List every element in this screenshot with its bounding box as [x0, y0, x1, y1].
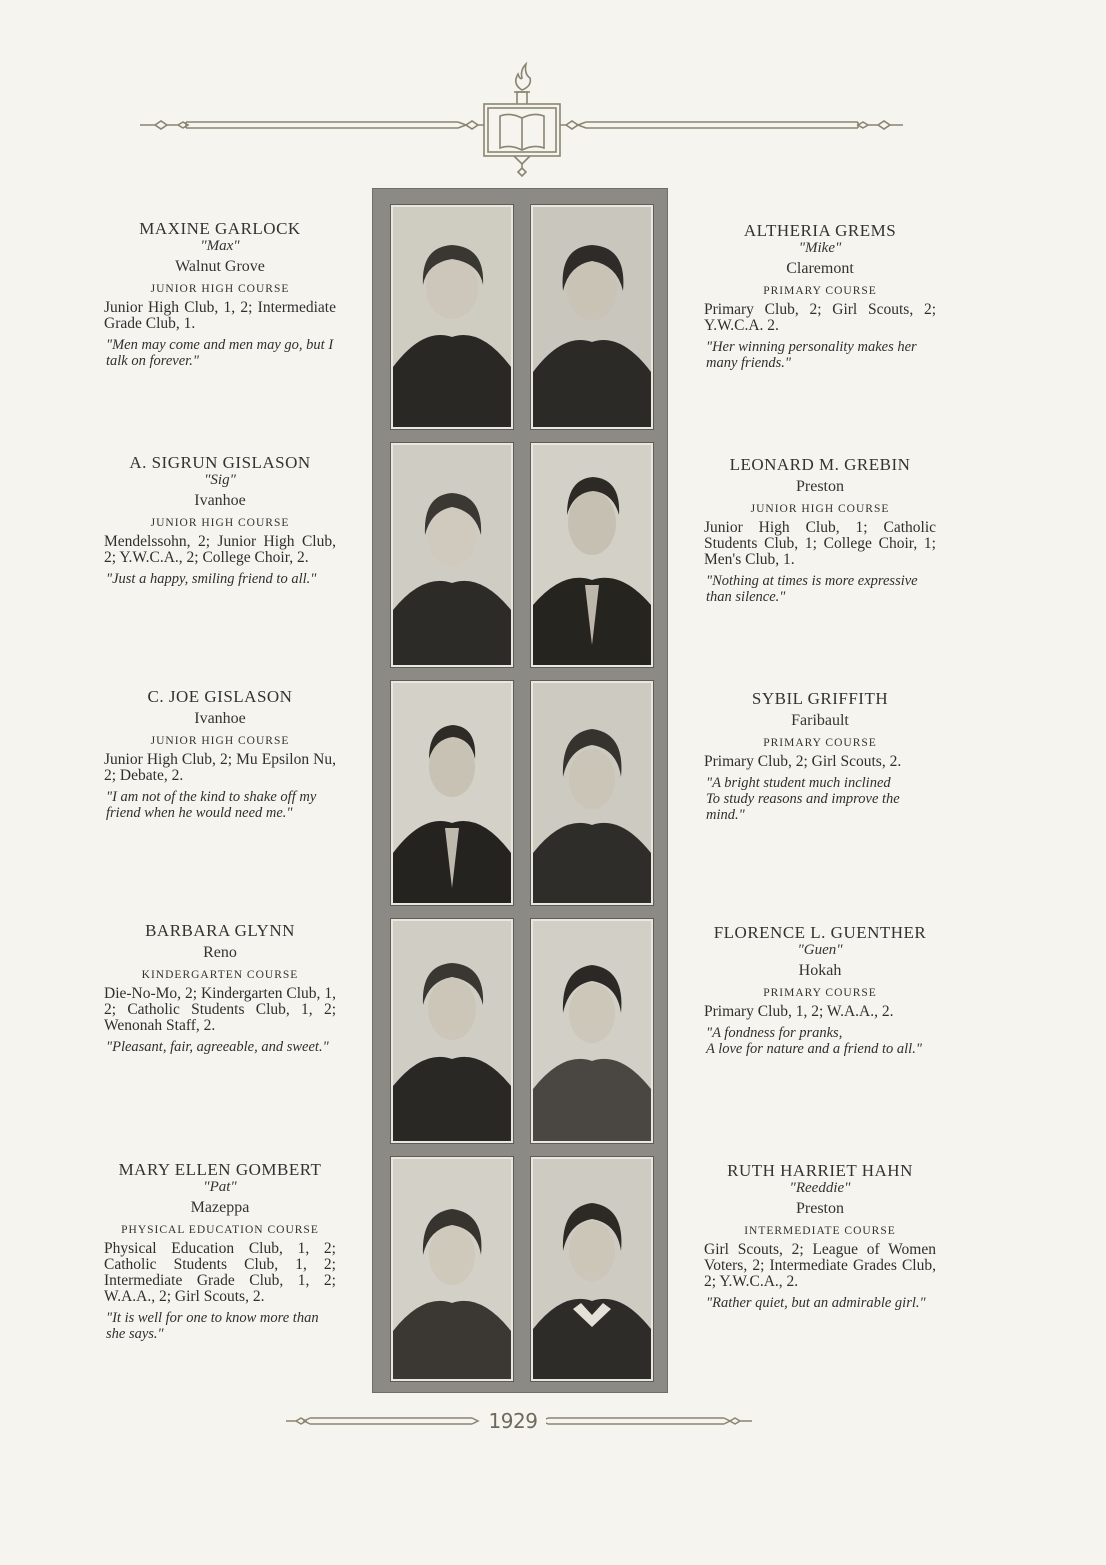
portrait-photo — [391, 443, 513, 667]
portrait-photo — [531, 1157, 653, 1381]
student-name: RUTH HARRIET HAHN — [727, 1161, 913, 1180]
student-course: INTERMEDIATE COURSE — [744, 1225, 896, 1237]
student-nickname: "Guen" — [797, 942, 843, 958]
student-entry — [704, 924, 936, 1057]
student-activities: Physical Education Club, 1, 2; Catholic Students Club, 1, 2; Intermediate Grade Club, 1, 2; W.A.A., 2; Girl Scouts, 2. — [104, 1240, 336, 1305]
student-name: ALTHERIA GREMS — [743, 221, 897, 240]
student-quote: "Pleasant, fair, agreeable, and sweet." — [106, 1039, 329, 1055]
student-hometown: Faribault — [791, 712, 849, 729]
student-nickname: "Mike" — [798, 240, 842, 256]
student-hometown: Hokah — [798, 962, 842, 979]
portrait-photo — [531, 443, 653, 667]
student-course: JUNIOR HIGH COURSE — [750, 503, 890, 515]
student-entry — [104, 922, 336, 1055]
student-hometown: Claremont — [786, 260, 854, 277]
portrait-photo — [391, 919, 513, 1143]
student-hometown: Preston — [796, 478, 844, 495]
student-name: SYBIL GRIFFITH — [751, 689, 889, 708]
student-name: BARBARA GLYNN — [145, 921, 295, 940]
portrait-photo — [531, 205, 653, 429]
header-ornament — [0, 0, 1106, 180]
student-hometown: Mazeppa — [190, 1199, 250, 1216]
student-quote: "Men may come and men may go, but I talk on forever." — [106, 337, 334, 369]
student-hometown: Ivanhoe — [194, 710, 246, 727]
student-course: JUNIOR HIGH COURSE — [150, 517, 290, 529]
student-course: PHYSICAL EDUCATION COURSE — [121, 1224, 319, 1236]
student-course: PRIMARY COURSE — [763, 285, 877, 297]
student-entry — [104, 688, 336, 821]
student-quote: "It is well for one to know more than she says." — [106, 1310, 319, 1342]
student-name: C. JOE GISLASON — [147, 687, 293, 706]
portrait-photo — [391, 1157, 513, 1381]
student-name: LEONARD M. GREBIN — [729, 455, 911, 474]
student-entry — [704, 222, 936, 371]
student-activities: Mendelssohn, 2; Junior High Club, 2; Y.W.C.A., 2; College Choir, 2. — [104, 533, 336, 566]
student-course: PRIMARY COURSE — [763, 737, 877, 749]
student-hometown: Ivanhoe — [194, 492, 246, 509]
student-quote: "Rather quiet, but an admirable girl." — [706, 1295, 926, 1311]
student-quote: "Just a happy, smiling friend to all." — [106, 571, 317, 587]
student-hometown: Walnut Grove — [175, 258, 265, 275]
student-entry — [104, 220, 336, 369]
student-nickname: "Sig" — [204, 472, 236, 488]
student-name: MARY ELLEN GOMBERT — [118, 1160, 322, 1179]
student-activities: Primary Club, 1, 2; W.A.A., 2. — [704, 1003, 894, 1020]
student-name: MAXINE GARLOCK — [139, 219, 301, 238]
student-course: JUNIOR HIGH COURSE — [150, 735, 290, 747]
page-year: 1929 — [480, 1409, 546, 1433]
student-hometown: Preston — [796, 1200, 844, 1217]
student-entry — [104, 454, 336, 587]
student-activities: Junior High Club, 2; Mu Epsilon Nu, 2; Debate, 2. — [104, 751, 336, 784]
student-quote: "Her winning personality makes her many friends." — [706, 339, 917, 371]
student-hometown: Reno — [203, 944, 237, 961]
student-quote: "Nothing at times is more expressive than silence." — [706, 573, 918, 605]
portrait-photo — [531, 681, 653, 905]
student-activities: Die-No-Mo, 2; Kindergarten Club, 1, 2; Catholic Students Club, 1, 2; Wenonah Staff, 2. — [104, 985, 336, 1034]
student-nickname: "Reeddie" — [789, 1180, 851, 1196]
student-course: KINDERGARTEN COURSE — [141, 969, 299, 981]
student-activities: Primary Club, 2; Girl Scouts, 2. — [704, 753, 902, 770]
student-course: PRIMARY COURSE — [763, 987, 877, 999]
student-activities: Junior High Club, 1; Catholic Students Club, 1; College Choir, 1; Men's Club, 1. — [704, 519, 936, 568]
student-quote: "A bright student much inclined To study reasons and improve the mind." — [706, 775, 900, 823]
student-activities: Girl Scouts, 2; League of Women Voters, 2; Intermediate Grades Club, 2; Y.W.C.A., 2. — [704, 1241, 936, 1290]
student-nickname: "Pat" — [203, 1179, 237, 1195]
student-entry — [704, 1162, 936, 1311]
student-entry — [704, 456, 936, 605]
student-activities: Junior High Club, 1, 2; Intermediate Grade Club, 1. — [104, 299, 336, 332]
student-activities: Primary Club, 2; Girl Scouts, 2; Y.W.C.A. 2. — [704, 301, 936, 334]
student-name: FLORENCE L. GUENTHER — [713, 923, 927, 942]
student-entry — [104, 1161, 336, 1342]
student-quote: "I am not of the kind to shake off my friend when he would need me." — [106, 789, 317, 821]
portrait-photo — [391, 205, 513, 429]
portrait-photo — [531, 919, 653, 1143]
student-entry — [704, 690, 936, 823]
student-nickname: "Max" — [200, 238, 240, 254]
portrait-strip — [372, 188, 668, 1393]
student-name: A. SIGRUN GISLASON — [129, 453, 311, 472]
student-course: JUNIOR HIGH COURSE — [150, 283, 290, 295]
student-quote: "A fondness for pranks, A love for nature and a friend to all." — [706, 1025, 922, 1057]
portrait-photo — [391, 681, 513, 905]
